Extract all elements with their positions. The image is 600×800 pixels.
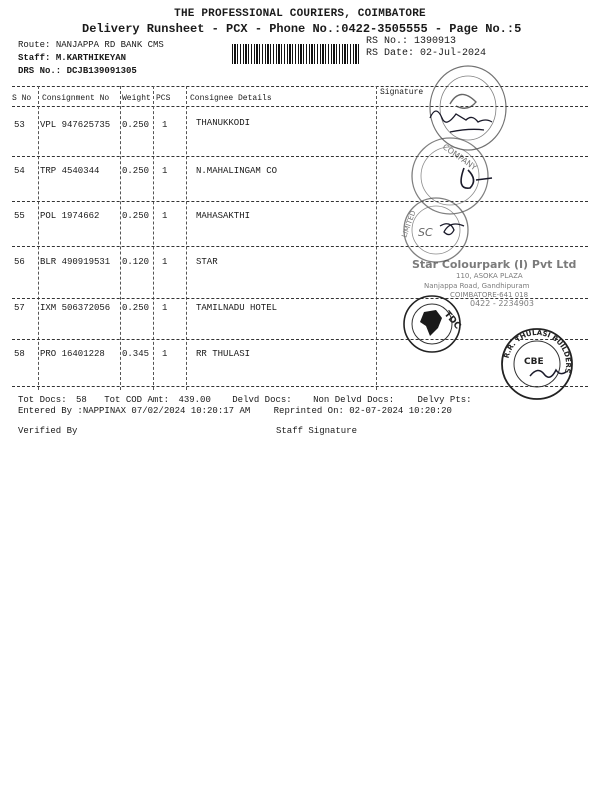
staff-signature: Staff Signature (276, 426, 358, 436)
drs-value: DCJB139091305 (66, 66, 137, 76)
row-consignment: VPL 947625735 (40, 120, 111, 130)
row-weight: 0.120 (122, 257, 150, 267)
stamp-4-line: COIMBATORE-641 018 (450, 291, 529, 299)
row-pcs: 1 (162, 349, 168, 359)
stamp-6-ring-text: R.R. THULASI BUILDERS (502, 328, 573, 374)
non-delvd-docs-label: Non Delvd Docs: (313, 395, 395, 405)
stamp-4-line: 0422 - 2234903 (470, 299, 534, 308)
row-weight: 0.250 (122, 303, 150, 313)
route-line (18, 40, 164, 50)
entered-by-label: Entered By : (18, 406, 83, 416)
tot-cod-label: Tot COD Amt: (104, 395, 170, 405)
col-consignment-header: Consignment No (42, 94, 110, 103)
stamp-3 (400, 198, 468, 262)
row-sno: 57 (14, 303, 25, 313)
stamps-overlay (380, 40, 600, 420)
rs-no-value: 1390913 (414, 36, 457, 47)
stamp-5-text: TDC (441, 309, 463, 332)
row-consignee: TAMILNADU HOTEL (196, 303, 278, 313)
row-consignment: POL 1974662 (40, 211, 100, 221)
delvy-pts-label: Delvy Pts: (417, 395, 472, 405)
stamp-4-line: Nanjappa Road, Gandhipuram (424, 282, 530, 290)
col-weight-header: Weight (122, 94, 151, 103)
reprinted-value: 02-07-2024 10:20:20 (349, 406, 452, 416)
stamp-5 (404, 296, 463, 352)
signature-3 (440, 224, 464, 235)
rs-date-label: RS Date: (366, 48, 415, 59)
stamp-3-text: LIMITED (400, 209, 418, 239)
row-pcs: 1 (162, 166, 168, 176)
row-consignee: THANUKKODI (196, 118, 251, 128)
row-weight: 0.250 (122, 166, 150, 176)
col-consignee-header: Consignee Details (190, 94, 272, 103)
col-sno-header: S No (12, 94, 32, 103)
svg-text:SC: SC (418, 226, 433, 239)
stamp-4-line: 110, ASOKA PLAZA (456, 272, 523, 280)
stamp-4 (412, 258, 576, 308)
row-pcs: 1 (162, 211, 168, 221)
drs-line (18, 66, 137, 76)
row-consignment: PRO 16401228 (40, 349, 105, 359)
staff-line (18, 53, 126, 63)
row-consignee: MAHASAKTHI (196, 211, 251, 221)
verified-by: Verified By (18, 426, 78, 436)
row-weight: 0.345 (122, 349, 150, 359)
svg-text:R.R. THULASI BUILDERS (503, 329, 572, 374)
stamp-6 (502, 329, 572, 399)
row-sno: 56 (14, 257, 25, 267)
row-consignee: N.MAHALINGAM CO (196, 166, 278, 176)
drs-label: DRS No.: (18, 66, 62, 76)
row-sno: 53 (14, 120, 25, 130)
route-value: NANJAPPA RD BANK CMS (55, 40, 164, 50)
runsheet-subtitle: Delivery Runsheet - PCX - Phone No.:0422-3505555 - Page No.:5 (82, 22, 522, 36)
reprinted-label: Reprinted On: (273, 406, 344, 416)
tot-docs-label: Tot Docs: (18, 395, 67, 405)
row-consignment: IXM 506372056 (40, 303, 111, 313)
route-label: Route: (18, 40, 51, 50)
stamp-1 (430, 66, 506, 150)
row-weight: 0.250 (122, 211, 150, 221)
stamp-6-center-text: CBE (524, 357, 544, 367)
row-pcs: 1 (162, 257, 168, 267)
row-pcs: 1 (162, 120, 168, 130)
signature-1 (430, 111, 492, 132)
company-title: THE PROFESSIONAL COURIERS, COIMBATORE (174, 8, 426, 20)
signature-6 (530, 370, 566, 377)
rs-no-label: RS No.: (366, 36, 409, 47)
row-pcs: 1 (162, 303, 168, 313)
stamp-2-text: COMPANY (440, 142, 479, 173)
barcode (232, 44, 360, 64)
col-signature-header: Signature (380, 88, 424, 97)
row-weight: 0.250 (122, 120, 150, 130)
staff-value: M.KARTHIKEYAN (55, 53, 127, 63)
entered-by-value: NAPPINAX 07/02/2024 10:20:17 AM (82, 406, 251, 416)
row-sno: 55 (14, 211, 25, 221)
row-consignment: BLR 490919531 (40, 257, 111, 267)
col-pcs-header: PCS (156, 94, 171, 103)
tot-cod-value: 439.00 (178, 395, 211, 405)
row-sno: 54 (14, 166, 25, 176)
staff-label: Staff: (18, 53, 51, 63)
row-consignment: TRP 4540344 (40, 166, 100, 176)
tot-docs-value: 58 (76, 395, 87, 405)
row-sno: 58 (14, 349, 25, 359)
row-consignee: STAR (196, 257, 218, 267)
stamp-4-line: Star Colourpark (I) Pvt Ltd (412, 258, 577, 271)
rs-date-value: 02-Jul-2024 (420, 48, 487, 59)
stamp-2 (412, 138, 488, 214)
delvd-docs-label: Delvd Docs: (232, 395, 292, 405)
row-consignee: RR THULASI (196, 349, 251, 359)
